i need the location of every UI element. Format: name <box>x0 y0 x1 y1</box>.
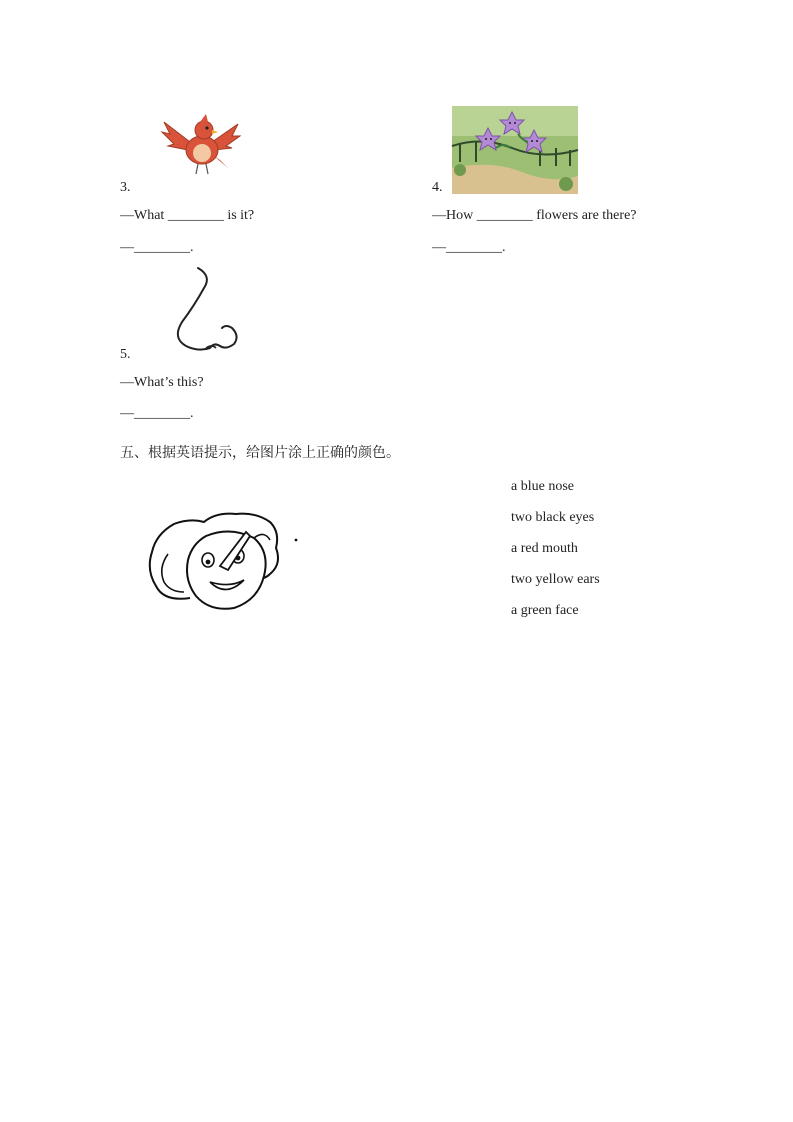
q3-question: —What ________ is it? <box>120 208 255 223</box>
section-five-heading: 五、根据英语提示，给图片涂上正确的颜色。 <box>120 445 400 461</box>
q5-number: 5. <box>120 347 131 362</box>
face-outline-drawing <box>146 508 306 612</box>
hint-item: a green face <box>511 603 579 618</box>
q3-answer-blank: —________. <box>120 240 194 255</box>
q4-answer-blank: —________. <box>432 240 506 255</box>
hint-item: two black eyes <box>511 510 595 525</box>
q5-answer-blank: —________. <box>120 406 194 421</box>
q4-number: 4. <box>432 180 443 195</box>
q5-question: —What’s this? <box>120 375 204 390</box>
hint-item: a blue nose <box>511 479 574 494</box>
q3-number: 3. <box>120 180 131 195</box>
bird-image <box>160 112 242 176</box>
hint-item: a red mouth <box>511 541 578 556</box>
nose-drawing <box>168 266 242 356</box>
flowers-garden-image <box>452 106 578 194</box>
q4-question: —How ________ flowers are there? <box>432 208 637 223</box>
hint-item: two yellow ears <box>511 572 600 587</box>
